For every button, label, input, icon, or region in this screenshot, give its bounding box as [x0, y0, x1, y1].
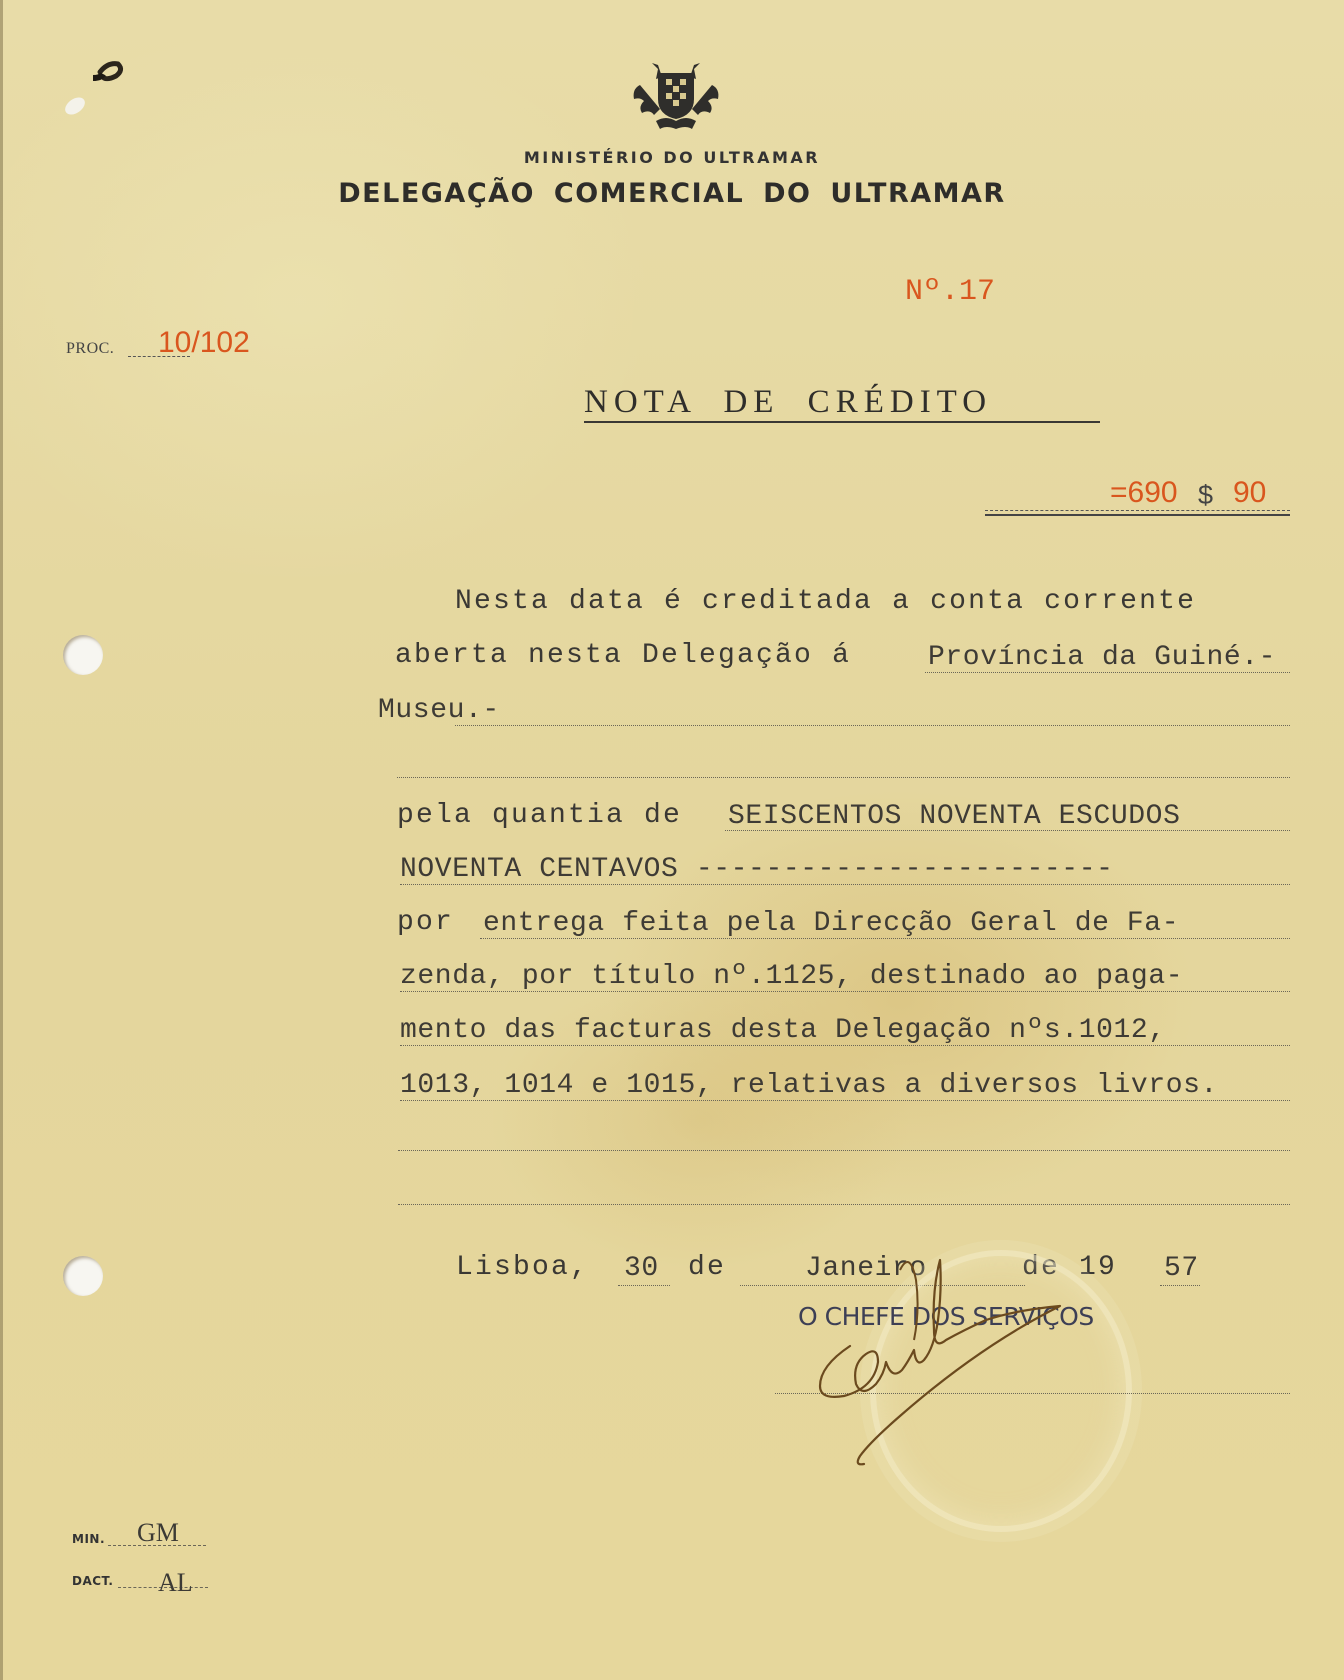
title-underline [584, 421, 1100, 423]
amount-underline [985, 514, 1290, 516]
date-day: 30 [624, 1253, 659, 1284]
coat-of-arms-icon [630, 55, 722, 135]
dact-label: DACT. [72, 1574, 114, 1588]
recipient-fill: Província da Guiné.- [928, 642, 1277, 673]
place-label: Lisboa, [456, 1252, 590, 1283]
punch-hole [63, 1256, 103, 1296]
amount-field-dots [985, 510, 1290, 511]
year-field-line [1160, 1285, 1200, 1286]
description-line-2: zenda, por título nº.1125, destinado ao paga- [400, 961, 1184, 992]
currency-sign: $ [1198, 480, 1214, 510]
ministry-name: MINISTÉRIO DO ULTRAMAR [523, 148, 821, 167]
blank-field-line [398, 1150, 1290, 1151]
date-month: Janeiro [805, 1253, 927, 1284]
field-line [455, 725, 1290, 726]
punch-hole [63, 635, 103, 675]
proc-value: 10/102 [158, 326, 250, 359]
dact-initials: AL [158, 1568, 193, 1597]
recipient-fill-continued: Museu.- [378, 695, 500, 726]
signatory-role: O CHEFE DOS SERVIÇOS [798, 1302, 1094, 1331]
blank-field-line [397, 777, 1290, 778]
date-de-label: de [688, 1252, 727, 1283]
amount-value: =690 [1110, 476, 1178, 509]
min-initials: GM [137, 1518, 179, 1547]
body-line-7-prefix: por [397, 907, 455, 938]
amount-in-words: SEISCENTOS NOVENTA ESCUDOS [728, 801, 1181, 832]
description-line-3: mento das facturas desta Delegação nºs.1012, [400, 1015, 1166, 1046]
description-line-4: 1013, 1014 e 1015, relativas a diversos livros. [400, 1070, 1218, 1101]
blank-field-line [398, 1204, 1290, 1205]
body-line-2-prefix: aberta nesta Delegação á [395, 640, 852, 671]
amount-in-words-continued: NOVENTA CENTAVOS ------------------------ [400, 854, 1114, 885]
office-name: DELEGAÇÃO COMERCIAL DO ULTRAMAR [338, 178, 1006, 209]
body-line-5-prefix: pela quantia de [397, 800, 683, 831]
document-number: Nº.17 [905, 275, 996, 309]
handwritten-signature [800, 1240, 1140, 1520]
staple-icon [55, 40, 145, 120]
paper-edge [0, 0, 3, 1680]
amount-cents: 90 [1233, 476, 1267, 509]
body-line-1: Nesta data é creditada a conta corrente [455, 586, 1197, 617]
description-line-1: entrega feita pela Direcção Geral de Fa- [483, 908, 1180, 939]
proc-label: PROC. [66, 340, 115, 357]
min-label: MIN. [72, 1532, 106, 1546]
date-year-label: de 19 [1022, 1252, 1118, 1283]
day-field-line [618, 1285, 670, 1286]
document-title: NOTA DE CRÉDITO [584, 384, 993, 420]
date-year: 57 [1164, 1253, 1199, 1284]
